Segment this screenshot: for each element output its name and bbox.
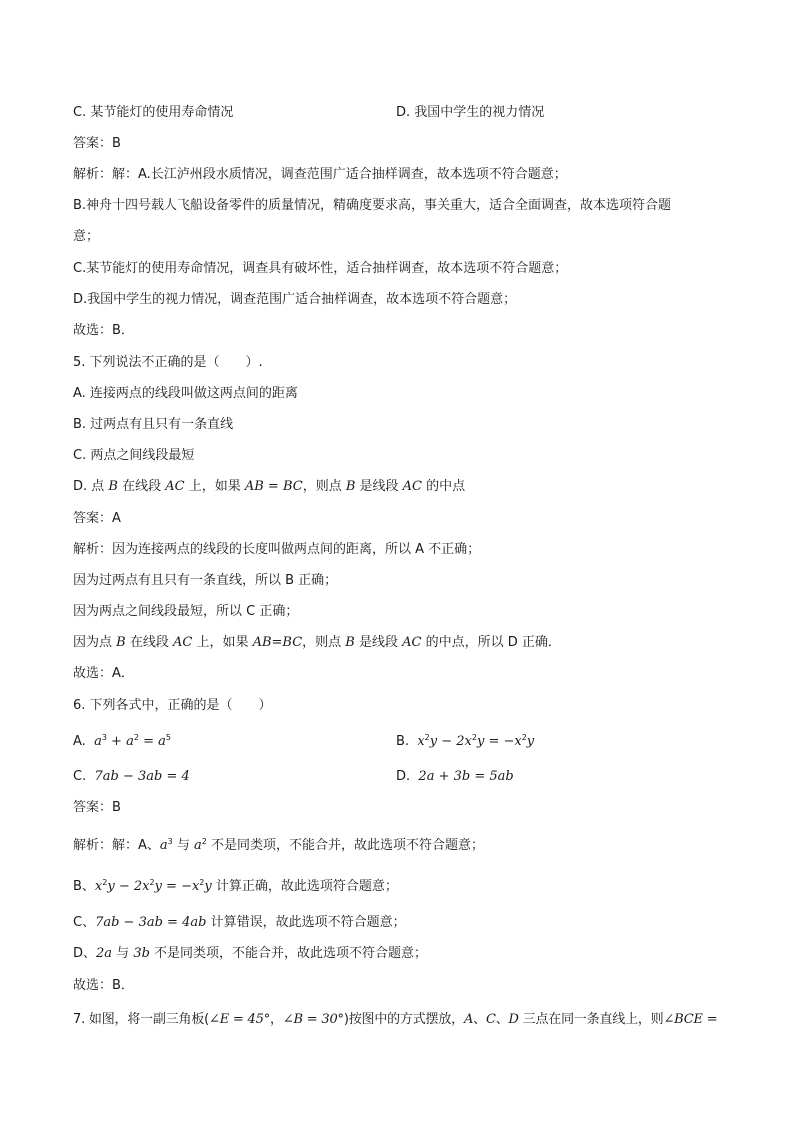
q5-option-d	[73, 478, 465, 496]
text: )按图中的方式摆放，	[343, 1012, 464, 1027]
exponent: 2	[149, 878, 155, 887]
math: a	[94, 734, 102, 749]
q4-answer: 答案：B	[73, 136, 121, 151]
q6-choice: 故选：B．	[73, 978, 134, 993]
text: ，	[270, 1012, 283, 1027]
exponent: 2	[424, 733, 430, 742]
text: B、	[73, 879, 95, 894]
math: y	[526, 734, 535, 749]
q4-explanation-line-4: D.我国中学生的视力情况，调查范围广适合抽样调查，故本选项不符合题意；	[73, 292, 517, 307]
text: 7. 如图，将一副三角板(	[73, 1012, 210, 1027]
option-label: D.	[396, 769, 411, 784]
exponent: 5	[165, 733, 171, 742]
math: y = −x	[154, 879, 200, 894]
math: B	[345, 635, 355, 650]
math: AB=BC	[252, 635, 303, 650]
math: a	[159, 838, 168, 853]
math: 7ab − 3ab = 4ab	[95, 915, 207, 930]
math: C	[485, 1012, 496, 1027]
math: = a	[138, 734, 166, 749]
q4-explanation-line-2: B.神舟十四号载人飞船设备零件的质量情况，精确度要求高，事关重大，适合全面调查，故本选项符合题	[73, 198, 672, 213]
text: 的中点	[422, 479, 466, 494]
text: 不是同类项，不能合并，故此选项不符合题意；	[149, 946, 428, 961]
math: x	[94, 879, 103, 894]
option-label: C.	[73, 769, 87, 784]
q6-option-c	[73, 768, 190, 786]
exponent: 3	[101, 733, 107, 742]
text: 与	[172, 838, 195, 853]
q4-choice: 故选：B．	[73, 323, 134, 338]
math: B	[116, 635, 126, 650]
text: 与	[112, 946, 134, 961]
math: ∠BCE =	[663, 1012, 718, 1027]
q4-explanation-line-1: 解析：解：A.长江泸州段水质情况，调查范围广适合抽样调查，故本选项不符合题意；	[73, 167, 567, 182]
math: AC	[402, 635, 422, 650]
math: a	[194, 838, 202, 853]
q4-option-c: C. 某节能灯的使用寿命情况	[73, 105, 234, 120]
exponent: 2	[102, 878, 108, 887]
text: 在线段	[125, 635, 173, 650]
q5-answer: 答案：A	[73, 511, 121, 526]
text: 计算错误，故此选项不符合题意；	[206, 915, 406, 930]
text: 因为点	[73, 635, 117, 650]
text: C、	[73, 915, 96, 930]
math: + a	[106, 734, 134, 749]
text: 是线段	[355, 479, 403, 494]
q5-option-b: B. 过两点有且只有一条直线	[73, 417, 234, 432]
q5-option-c: C. 两点之间线段最短	[73, 448, 195, 463]
math: y − 2x	[429, 734, 472, 749]
exponent: 2	[133, 733, 139, 742]
text: 的中点，所以 D 正确．	[421, 635, 561, 650]
math: D	[508, 1012, 519, 1027]
q7-stem	[73, 1011, 717, 1029]
exponent: 2	[201, 837, 207, 846]
q5-explanation-line-2: 因为过两点有且只有一条直线，所以 B 正确；	[73, 573, 338, 588]
q5-explanation-line-1: 解析：因为连接两点的线段的长度叫做两点间的距离，所以 A 不正确；	[73, 542, 481, 557]
q6-answer: 答案：B	[73, 800, 121, 815]
text: 解析：解：A、	[73, 838, 160, 853]
math: AC	[402, 479, 423, 494]
text: 三点在同一条直线上，则	[518, 1012, 664, 1027]
q6-explanation-line-1	[73, 837, 484, 855]
text: D. 点	[73, 479, 109, 494]
exponent: 2	[199, 878, 205, 887]
math: 3b	[133, 946, 150, 961]
math: A	[463, 1012, 474, 1027]
text: 、	[495, 1012, 509, 1027]
q6-stem: 6. 下列各式中，正确的是（ ）	[73, 698, 272, 713]
q4-explanation-line-3: C.某节能灯的使用寿命情况，调查具有破坏性，适合抽样调查，故本选项不符合题意；	[73, 261, 568, 276]
q4-option-d: D. 我国中学生的视力情况	[396, 105, 545, 120]
q5-explanation-line-3: 因为两点之间线段最短，所以 C 正确；	[73, 604, 299, 619]
option-label: A.	[73, 734, 86, 749]
text: ，则点	[302, 479, 346, 494]
math: ∠B = 30°	[282, 1012, 344, 1027]
option-label: B.	[396, 734, 410, 749]
text: ，则点	[302, 635, 346, 650]
exponent: 2	[521, 733, 527, 742]
text: 是线段	[354, 635, 403, 650]
q6-explanation-line-2	[73, 878, 398, 896]
math: B	[345, 479, 356, 494]
math: AB = BC	[244, 479, 303, 494]
math: AC	[172, 635, 193, 650]
text: 不是同类项，不能合并，故此选项不符合题意；	[206, 838, 485, 853]
math: 7ab − 3ab = 4	[94, 769, 190, 784]
q5-explanation-line-4	[73, 634, 561, 652]
math: x	[417, 734, 425, 749]
text: 在线段	[117, 479, 166, 494]
text: 计算正确，故此选项符合题意；	[211, 879, 398, 894]
q6-explanation-line-3	[73, 914, 406, 932]
q5-choice: 故选：A．	[73, 666, 134, 681]
q6-option-b	[396, 733, 534, 751]
text: 上，如果	[192, 635, 253, 650]
q6-option-d	[396, 768, 514, 786]
q5-stem: 5. 下列说法不正确的是（ ）.	[73, 355, 263, 370]
math: 2a + 3b = 5ab	[418, 769, 514, 784]
math: y − 2x	[107, 879, 150, 894]
q5-option-a: A. 连接两点的线段叫做这两点间的距离	[73, 386, 298, 401]
math: 2a	[96, 946, 113, 961]
math: B	[108, 479, 118, 494]
text: D、	[73, 946, 97, 961]
text: 、	[473, 1012, 486, 1027]
q6-explanation-line-4	[73, 945, 427, 963]
math: y	[204, 879, 212, 894]
q4-explanation-line-2-cont: 意；	[73, 229, 100, 244]
exponent: 2	[471, 733, 477, 742]
math: y = −x	[476, 734, 522, 749]
math: AC	[165, 479, 185, 494]
math: ∠E = 45°	[209, 1012, 270, 1027]
text: 上，如果	[184, 479, 245, 494]
exponent: 3	[167, 837, 173, 846]
q6-option-a	[73, 733, 171, 751]
